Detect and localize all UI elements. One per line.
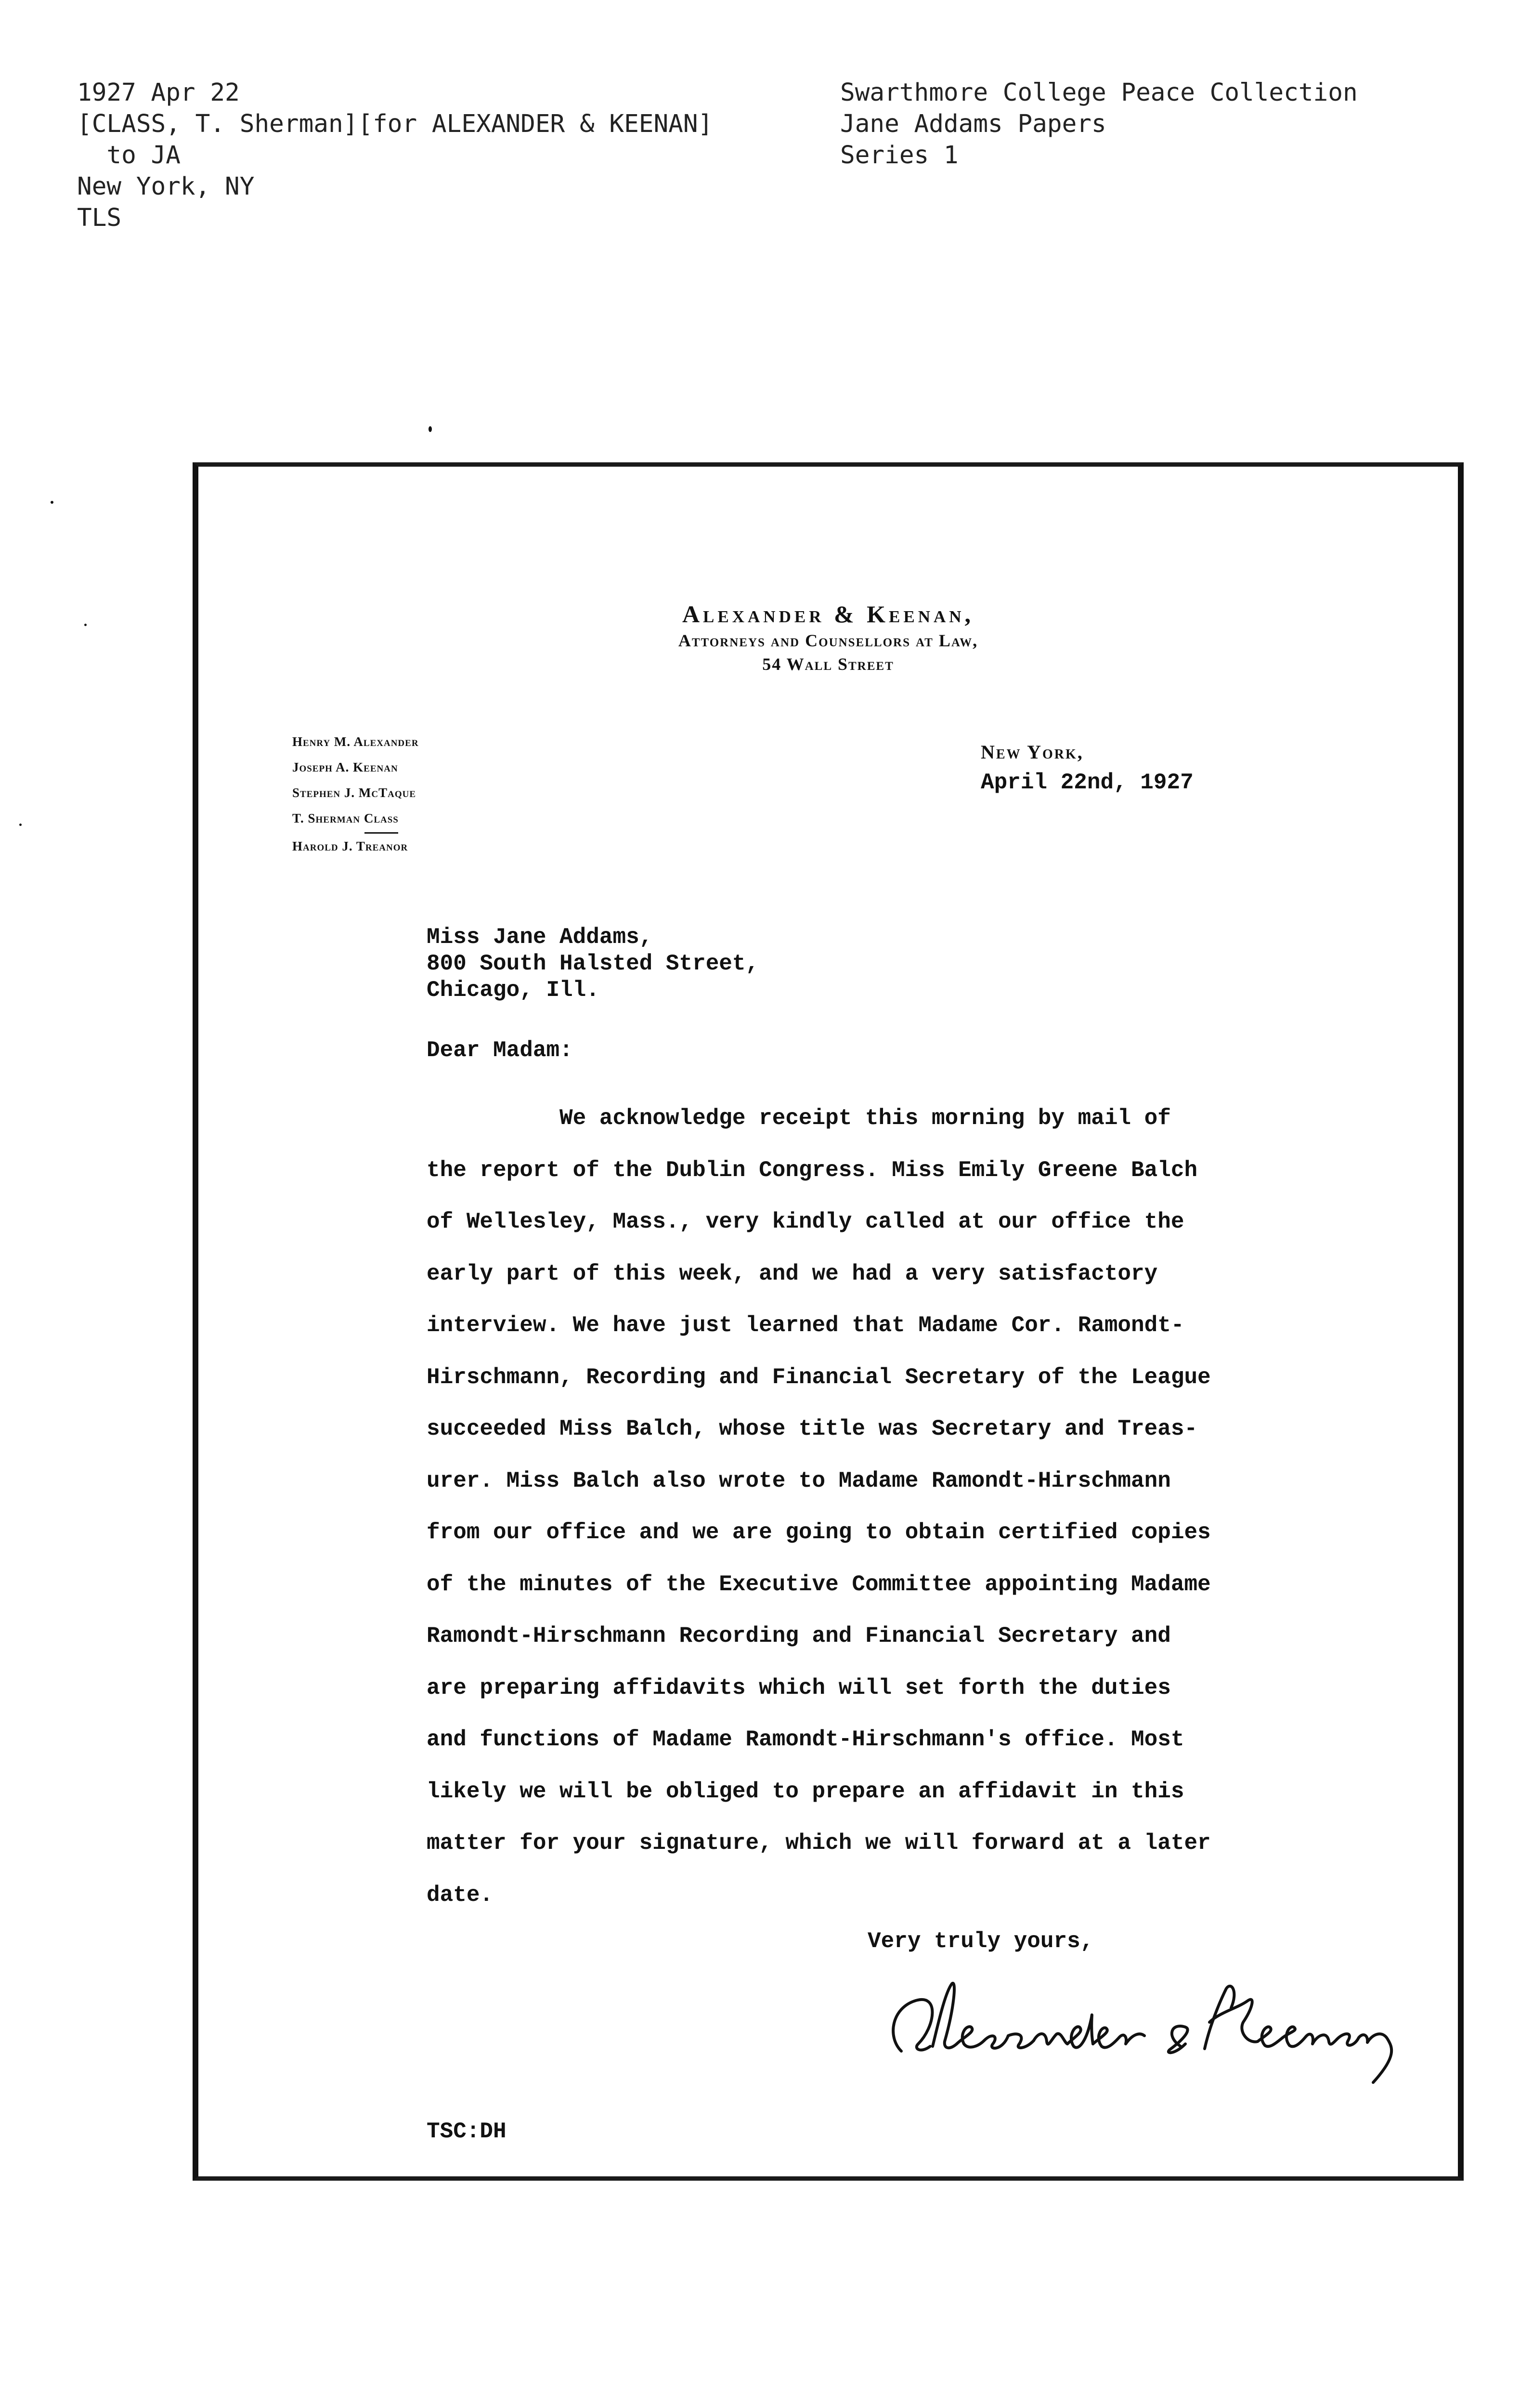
firm-name: Alexander & Keenan, bbox=[682, 601, 974, 628]
archive-meta-type: TLS bbox=[77, 204, 122, 232]
letter-place: New York, bbox=[981, 741, 1084, 763]
partner-name: Henry M. Alexander bbox=[292, 734, 419, 749]
firm-address: 54 Wall Street bbox=[762, 654, 894, 674]
recipient-address bbox=[427, 924, 759, 1004]
place-and-date bbox=[981, 739, 1194, 799]
body-line: of Wellesley, Mass., very kindly called at our office the bbox=[427, 1209, 1184, 1234]
body-line: urer. Miss Balch also wrote to Madame Ramondt-Hirschmann bbox=[427, 1468, 1171, 1493]
body-line: from our office and we are going to obtain certified copies bbox=[427, 1520, 1211, 1545]
scan-speck bbox=[19, 824, 22, 826]
body-line: likely we will be obliged to prepare an affidavit in this bbox=[427, 1779, 1184, 1804]
archive-meta-date: 1927 Apr 22 bbox=[77, 79, 240, 107]
partner-name: T. Sherman Class bbox=[292, 811, 399, 825]
partner-name: Joseph A. Keenan bbox=[292, 760, 398, 774]
body-line: of the minutes of the Executive Committee appointing Madame bbox=[427, 1571, 1211, 1597]
letter-body bbox=[427, 1093, 1211, 1921]
recipient-street: 800 South Halsted Street, bbox=[427, 951, 759, 976]
body-line: Ramondt-Hirschmann Recording and Financial Secretary and bbox=[427, 1623, 1171, 1649]
partner-name: Harold J. Treanor bbox=[292, 839, 408, 853]
body-line: We acknowledge receipt this morning by mail of bbox=[427, 1106, 1171, 1131]
body-line: interview. We have just learned that Madame Cor. Ramondt- bbox=[427, 1313, 1184, 1338]
body-line: Hirschmann, Recording and Financial Secretary of the League bbox=[427, 1364, 1211, 1390]
letter-date: April 22nd, 1927 bbox=[981, 770, 1194, 795]
scan-speck bbox=[429, 426, 432, 432]
handwritten-signature bbox=[872, 1955, 1431, 2090]
firm-subtitle: Attorneys and Counsellors at Law, bbox=[678, 631, 978, 650]
body-line: matter for your signature, which we will forward at a later bbox=[427, 1831, 1211, 1856]
archive-source bbox=[840, 77, 1358, 171]
partner-name: Stephen J. McTaque bbox=[292, 785, 416, 800]
archive-source-papers: Jane Addams Papers bbox=[840, 110, 1106, 138]
body-line: are preparing affidavits which will set forth the duties bbox=[427, 1675, 1171, 1701]
signature-drawing bbox=[872, 1955, 1431, 2090]
recipient-name: Miss Jane Addams, bbox=[427, 925, 653, 950]
archive-meta-place: New York, NY bbox=[77, 172, 255, 201]
body-line: early part of this week, and we had a very satisfactory bbox=[427, 1261, 1158, 1286]
salutation: Dear Madam: bbox=[427, 1038, 573, 1063]
scan-speck bbox=[51, 501, 53, 504]
closing: Very truly yours, bbox=[868, 1929, 1094, 1954]
body-line: the report of the Dublin Congress. Miss Emily Greene Balch bbox=[427, 1157, 1198, 1183]
scan-speck bbox=[84, 624, 87, 626]
body-line: and functions of Madame Ramondt-Hirschmann's office. Most bbox=[427, 1727, 1184, 1752]
recipient-city: Chicago, Ill. bbox=[427, 978, 599, 1003]
archive-source-collection: Swarthmore College Peace Collection bbox=[840, 79, 1358, 107]
archive-source-series: Series 1 bbox=[840, 141, 959, 170]
archive-meta-correspondent: [CLASS, T. Sherman][for ALEXANDER & KEENAN] bbox=[77, 110, 713, 138]
body-line: date. bbox=[427, 1882, 494, 1908]
letter-sheet bbox=[193, 462, 1464, 2181]
archive-metadata bbox=[77, 77, 713, 234]
letterhead bbox=[198, 599, 1458, 676]
partners-list bbox=[292, 729, 419, 859]
typist-initials: TSC:DH bbox=[427, 2119, 507, 2144]
body-line: succeeded Miss Balch, whose title was Secretary and Treas- bbox=[427, 1416, 1198, 1441]
archive-meta-recipient: to JA bbox=[77, 141, 181, 170]
